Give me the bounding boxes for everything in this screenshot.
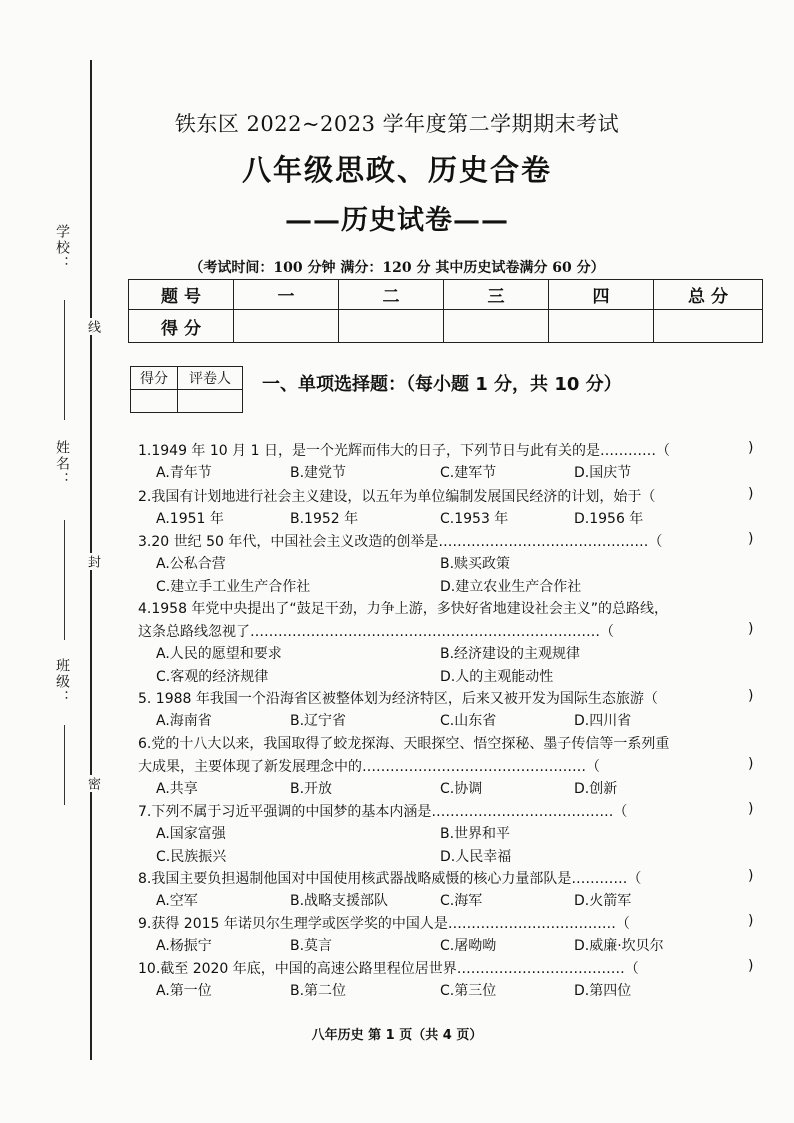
- question-text: 4.1958 年党中央提出了“鼓足干劲，力争上游，多快好省地建设社会主义”的总路线，: [138, 601, 668, 617]
- answer-option: B.经济建设的主观规律: [440, 646, 581, 662]
- score-cell[interactable]: [234, 310, 339, 343]
- answer-option: A.第一位: [156, 983, 212, 999]
- grader-table: [130, 366, 243, 413]
- score-header-cell: 二: [339, 280, 444, 310]
- answer-option: D.人的主观能动性: [440, 669, 554, 685]
- question-text: 5. 1988 年我国一个沿海省区被整体划为经济特区，后来又被开发为国际生态旅游（: [138, 691, 658, 707]
- exam-header: 铁东区 2022~2023 学年度第二学期期末考试: [174, 112, 620, 136]
- exam-info: （考试时间：100 分钟 满分：120 分 其中历史试卷满分 60 分）: [189, 260, 605, 276]
- seal-mark: 封: [85, 555, 100, 568]
- answer-option: B.赎买政策: [440, 556, 511, 572]
- answer-option: D.火箭军: [574, 893, 632, 909]
- score-cell[interactable]: [549, 310, 654, 343]
- answer-option: D.建立农业生产合作社: [440, 579, 582, 595]
- answer-option: B.世界和平: [440, 826, 511, 842]
- class-blank[interactable]: [64, 725, 65, 805]
- class-label: 班级：: [54, 658, 70, 706]
- answer-option: D.国庆节: [574, 465, 632, 481]
- score-cell[interactable]: [444, 310, 549, 343]
- answer-paren-close: ): [748, 531, 754, 547]
- answer-paren-close: ): [748, 958, 754, 974]
- grader-score-label: 得分: [131, 367, 178, 390]
- answer-option: A.杨振宁: [156, 938, 212, 954]
- answer-option: A.国家富强: [156, 826, 226, 842]
- score-cell[interactable]: [654, 310, 763, 343]
- answer-option: C.民族振兴: [156, 849, 227, 865]
- score-table: [128, 279, 763, 343]
- section-title: 一、单项选择题：（每小题 1 分，共 10 分）: [262, 374, 622, 395]
- page-footer: 八年历史 第 1 页（共 4 页）: [311, 1028, 483, 1043]
- answer-paren-close: ): [748, 486, 754, 502]
- answer-option: C.客观的经济规律: [156, 669, 269, 685]
- score-row-label: 得 分: [129, 310, 234, 343]
- answer-option: C.建军节: [440, 465, 497, 481]
- answer-option: A.公私合营: [156, 556, 226, 572]
- answer-option: A.青年节: [156, 465, 212, 481]
- answer-option: D.创新: [574, 781, 618, 797]
- answer-option: D.第四位: [574, 983, 632, 999]
- score-row: [129, 310, 763, 343]
- answer-paren-close: ): [748, 913, 754, 929]
- question-text: 2.我国有计划地进行社会主义建设，以五年为单位编制发展国民经济的计划，始于（: [138, 489, 656, 505]
- score-header-row: [129, 280, 763, 310]
- answer-option: A.人民的愿望和要求: [156, 646, 282, 662]
- answer-option: B.开放: [290, 781, 333, 797]
- answer-paren-close: ): [748, 756, 754, 772]
- name-blank[interactable]: [64, 520, 65, 640]
- answer-option: C.山东省: [440, 713, 497, 729]
- score-header-cell: 题 号: [129, 280, 234, 310]
- line-mark: 线: [85, 320, 100, 333]
- answer-paren-close: ): [748, 688, 754, 704]
- question-text: 这条总路线忽视了…………………………………………………………………（: [138, 624, 614, 640]
- answer-option: A.空军: [156, 893, 198, 909]
- question-text: 7.下列不属于习近平强调的中国梦的基本内涵是…………………………………（: [138, 804, 628, 820]
- paper-title: 八年级思政、历史合卷: [241, 153, 552, 187]
- fold-mark: 密: [85, 777, 100, 790]
- question-text: 9.获得 2015 年诺贝尔生理学或医学奖的中国人是………………………………（: [138, 916, 630, 932]
- score-header-cell: 三: [444, 280, 549, 310]
- answer-option: D.四川省: [574, 713, 632, 729]
- answer-option: D.1956 年: [574, 511, 644, 527]
- grader-name-cell[interactable]: [178, 390, 243, 413]
- answer-paren-close: ): [748, 868, 754, 884]
- score-header-cell: 一: [234, 280, 339, 310]
- answer-option: A.1951 年: [156, 511, 224, 527]
- question-text: 3.20 世纪 50 年代，中国社会主义改造的创举是………………………………………（: [138, 534, 663, 550]
- answer-option: C.1953 年: [440, 511, 509, 527]
- answer-paren-close: ): [748, 440, 754, 456]
- question-text: 大成果，主要体现了新发展理念中的…………………………………………（: [138, 759, 600, 775]
- name-label: 姓名：: [54, 440, 70, 488]
- score-header-cell: 总 分: [654, 280, 763, 310]
- answer-option: C.协调: [440, 781, 483, 797]
- grader-score-cell[interactable]: [131, 390, 178, 413]
- grader-name-label: 评卷人: [178, 367, 243, 390]
- answer-paren-close: ): [748, 621, 754, 637]
- paper-subtitle: ——历史试卷——: [285, 205, 509, 236]
- school-label: 学校：: [54, 224, 70, 272]
- question-text: 10.截至 2020 年底，中国的高速公路里程位居世界………………………………（: [138, 961, 639, 977]
- answer-option: B.第二位: [290, 983, 347, 999]
- answer-option: B.1952 年: [290, 511, 359, 527]
- school-blank[interactable]: [64, 300, 65, 420]
- answer-option: D.人民幸福: [440, 849, 512, 865]
- answer-option: B.辽宁省: [290, 713, 347, 729]
- answer-option: C.建立手工业生产合作社: [156, 579, 311, 595]
- answer-option: C.屠呦呦: [440, 938, 497, 954]
- answer-option: A.共享: [156, 781, 198, 797]
- score-header-cell: 四: [549, 280, 654, 310]
- answer-option: B.建党节: [290, 465, 347, 481]
- question-text: 8.我国主要负担遏制他国对中国使用核武器战略威慑的核心力量部队是…………（: [138, 871, 642, 887]
- answer-option: B.莫言: [290, 938, 333, 954]
- answer-paren-close: ): [748, 801, 754, 817]
- answer-option: C.海军: [440, 893, 483, 909]
- answer-option: D.威廉·坎贝尔: [574, 938, 664, 954]
- answer-option: B.战略支援部队: [290, 893, 389, 909]
- answer-option: C.第三位: [440, 983, 497, 999]
- question-text: 1.1949 年 10 月 1 日，是一个光辉而伟大的日子，下列节日与此有关的是…………（: [138, 443, 670, 459]
- answer-option: A.海南省: [156, 713, 212, 729]
- score-cell[interactable]: [339, 310, 444, 343]
- question-text: 6.党的十八大以来，我国取得了蛟龙探海、天眼探空、悟空探秘、墨子传信等一系列重: [138, 736, 670, 752]
